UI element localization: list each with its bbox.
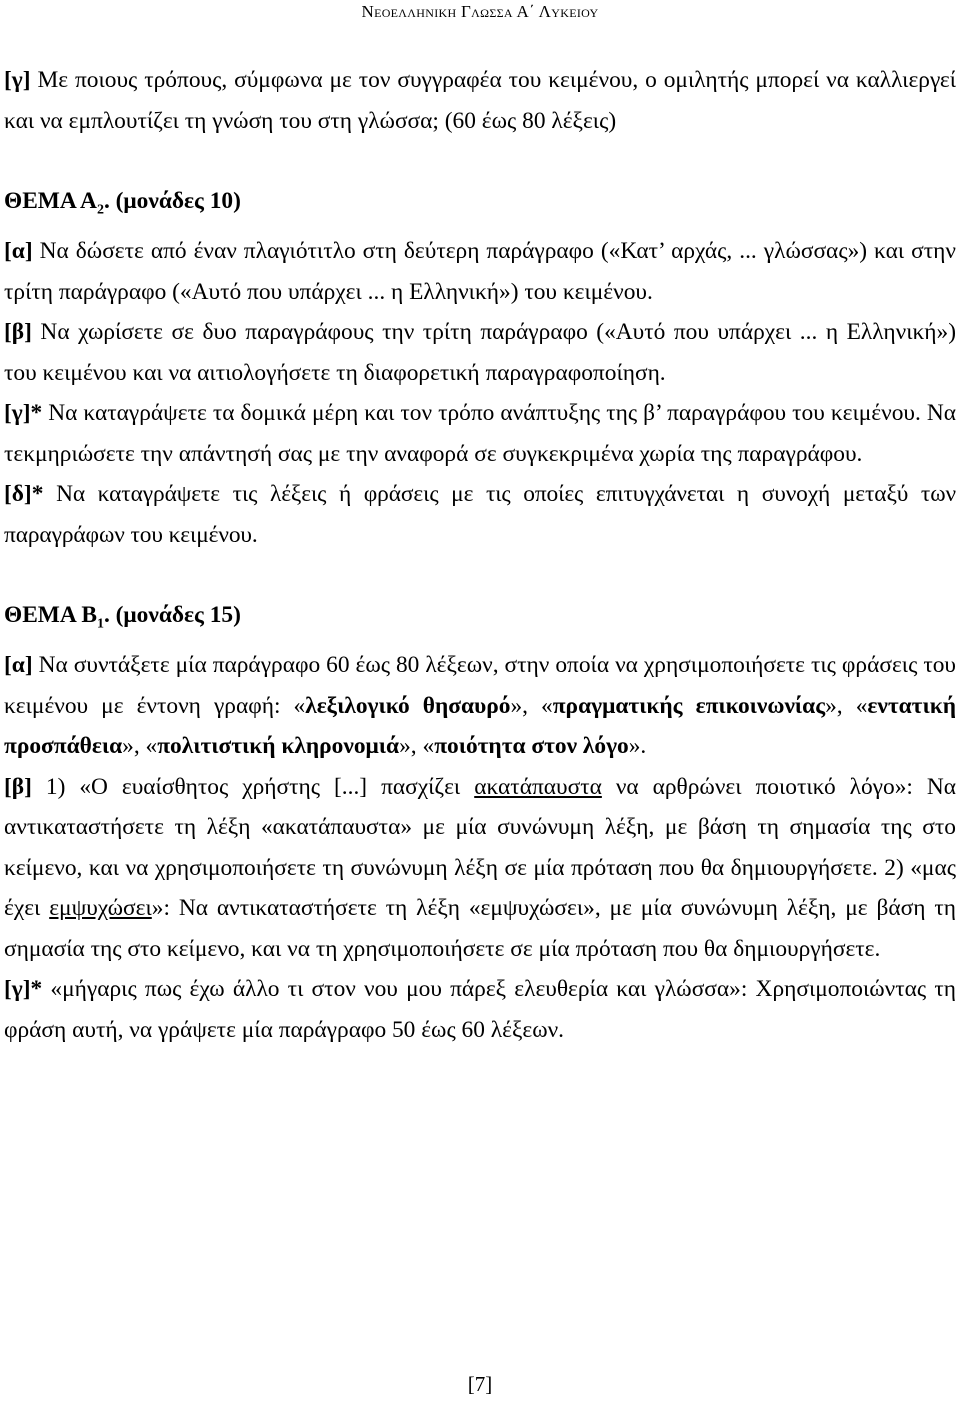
thema-b1-question-a bbox=[4, 645, 956, 767]
spacer bbox=[4, 555, 956, 595]
page-content bbox=[4, 60, 956, 1050]
question-label: [β] bbox=[4, 319, 32, 346]
bold-phrase: λεξιλογικό θησαυρό bbox=[305, 692, 511, 719]
bold-phrase: ποιότητα στον λόγο bbox=[434, 733, 629, 760]
phrase-separator: », « bbox=[399, 733, 435, 760]
thema-a2-heading bbox=[4, 181, 956, 231]
spacer bbox=[4, 141, 956, 181]
question-text: Με ποιους τρόπους, σύμφωνα με τον συγγραφέα του κειμένου, ο ομιλητής μπορεί να καλλιεργεί και να εμπλουτίζει τη γνώση του στη γλώσσα; (60 έως 80 λέξεις) bbox=[4, 67, 956, 134]
question-label: [β] bbox=[4, 773, 32, 800]
question-text: Να δώσετε από έναν πλαγιότιτλο στη δεύτερη παράγραφο («Κατ’ αρχάς, ... γλώσσας») και στην τρίτη παράγραφο («Αυτό που υπάρχει ... η Ελληνική») του κειμένου. bbox=[4, 238, 956, 305]
section-heading: ΘΕΜΑ Α bbox=[4, 188, 97, 214]
underlined-word: ακατάπαυστα bbox=[474, 773, 602, 800]
question-text: 1) «Ο ευαίσθητος χρήστης [...] πασχίζει bbox=[31, 773, 475, 800]
thema-b1-heading bbox=[4, 595, 956, 645]
thema-a2-question-d bbox=[4, 474, 956, 555]
question-label: [γ] bbox=[4, 67, 31, 93]
question-text: Να χωρίσετε σε δυο παραγράφους την τρίτη παράγραφο («Αυτό που υπάρχει ... η Ελληνική») του κειμένου και να αιτιολογήσετε τη διαφορετική παραγραφοποίηση. bbox=[4, 319, 956, 386]
section-points: . (μονάδες 10) bbox=[103, 188, 241, 214]
question-label: [γ]* bbox=[4, 400, 43, 427]
question-g-paragraph bbox=[4, 60, 956, 141]
thema-b1-question-g bbox=[4, 969, 956, 1050]
running-header: Νεοελληνικη Γλωσσα Α΄ Λυκειου bbox=[361, 2, 599, 21]
question-text: Να καταγράψετε τις λέξεις ή φράσεις με τις οποίες επιτυγχάνεται η συνοχή μεταξύ των παραγράφων του κειμένου. bbox=[4, 481, 956, 548]
bold-phrase: εντατική προσπάθεια bbox=[4, 692, 956, 760]
question-label: [α] bbox=[4, 652, 33, 679]
bold-phrase: πραγματικής επικοινωνίας bbox=[552, 692, 826, 719]
question-text: »: Να αντικαταστήσετε τη λέξη «εμψυχώσει», με μία συνώνυμη λέξη, με βάση τη σημασία της στο κείμενο, και να τη χρησιμοποιήσετε σε μία πρόταση που θα δημιουργήσετε. bbox=[4, 895, 956, 962]
section-heading: ΘΕΜΑ Β bbox=[4, 602, 97, 629]
phrase-separator: », « bbox=[825, 692, 868, 719]
thema-a2-question-b bbox=[4, 312, 956, 393]
bold-phrase: πολιτιστική κληρονομιά bbox=[157, 733, 400, 760]
section-subscript: 1 bbox=[96, 616, 104, 632]
question-label: [δ]* bbox=[4, 481, 44, 508]
question-text: Να καταγράψετε τα δομικά μέρη και τον τρόπο ανάπτυξης της β’ παραγράφου του κειμένου. Να τεκμηριώσετε την απάντησή σας με την αναφορά σε συγκεκριμένα χωρία της παραγράφου. bbox=[4, 400, 956, 467]
thema-a2-question-a bbox=[4, 231, 956, 312]
page-number: [7] bbox=[467, 1372, 493, 1396]
question-text: Να συντάξετε μία παράγραφο 60 έως 80 λέξεων, στην οποία να χρησιμοποιήσετε τις φράσεις του κειμένου με έντονη γραφή: « bbox=[4, 652, 956, 719]
question-text: «μήγαρις πως έχω άλλο τι στον νου μου πάρεξ ελευθερία και γλώσσα»: Χρησιμοποιώντας τη φράση αυτή, να γράψετε μία παράγραφο 50 έως 60 λέξεων. bbox=[4, 976, 956, 1043]
thema-a2-question-g bbox=[4, 393, 956, 474]
underlined-word: εμψυχώσει bbox=[49, 895, 152, 922]
thema-b1-question-b bbox=[4, 767, 956, 970]
question-text: να αρθρώνει ποιοτικό λόγο»: Να αντικαταστήσετε τη λέξη «ακατάπαυστα» με μία συνώνυμη λέξη, με βάση τη σημασία της στο κείμενο, και να χρησιμοποιήσετε τη συνώνυμη λέξη σε μία πρόταση που θα δημιουργήσετε. 2) «μας έχει bbox=[4, 773, 957, 922]
section-points: . (μονάδες 15) bbox=[103, 602, 241, 629]
question-label: [γ]* bbox=[4, 976, 43, 1003]
phrase-separator: », « bbox=[122, 733, 158, 760]
question-label: [α] bbox=[4, 238, 33, 265]
section-subscript: 2 bbox=[96, 202, 104, 218]
phrase-end: ». bbox=[628, 733, 647, 760]
phrase-separator: », « bbox=[510, 692, 553, 719]
